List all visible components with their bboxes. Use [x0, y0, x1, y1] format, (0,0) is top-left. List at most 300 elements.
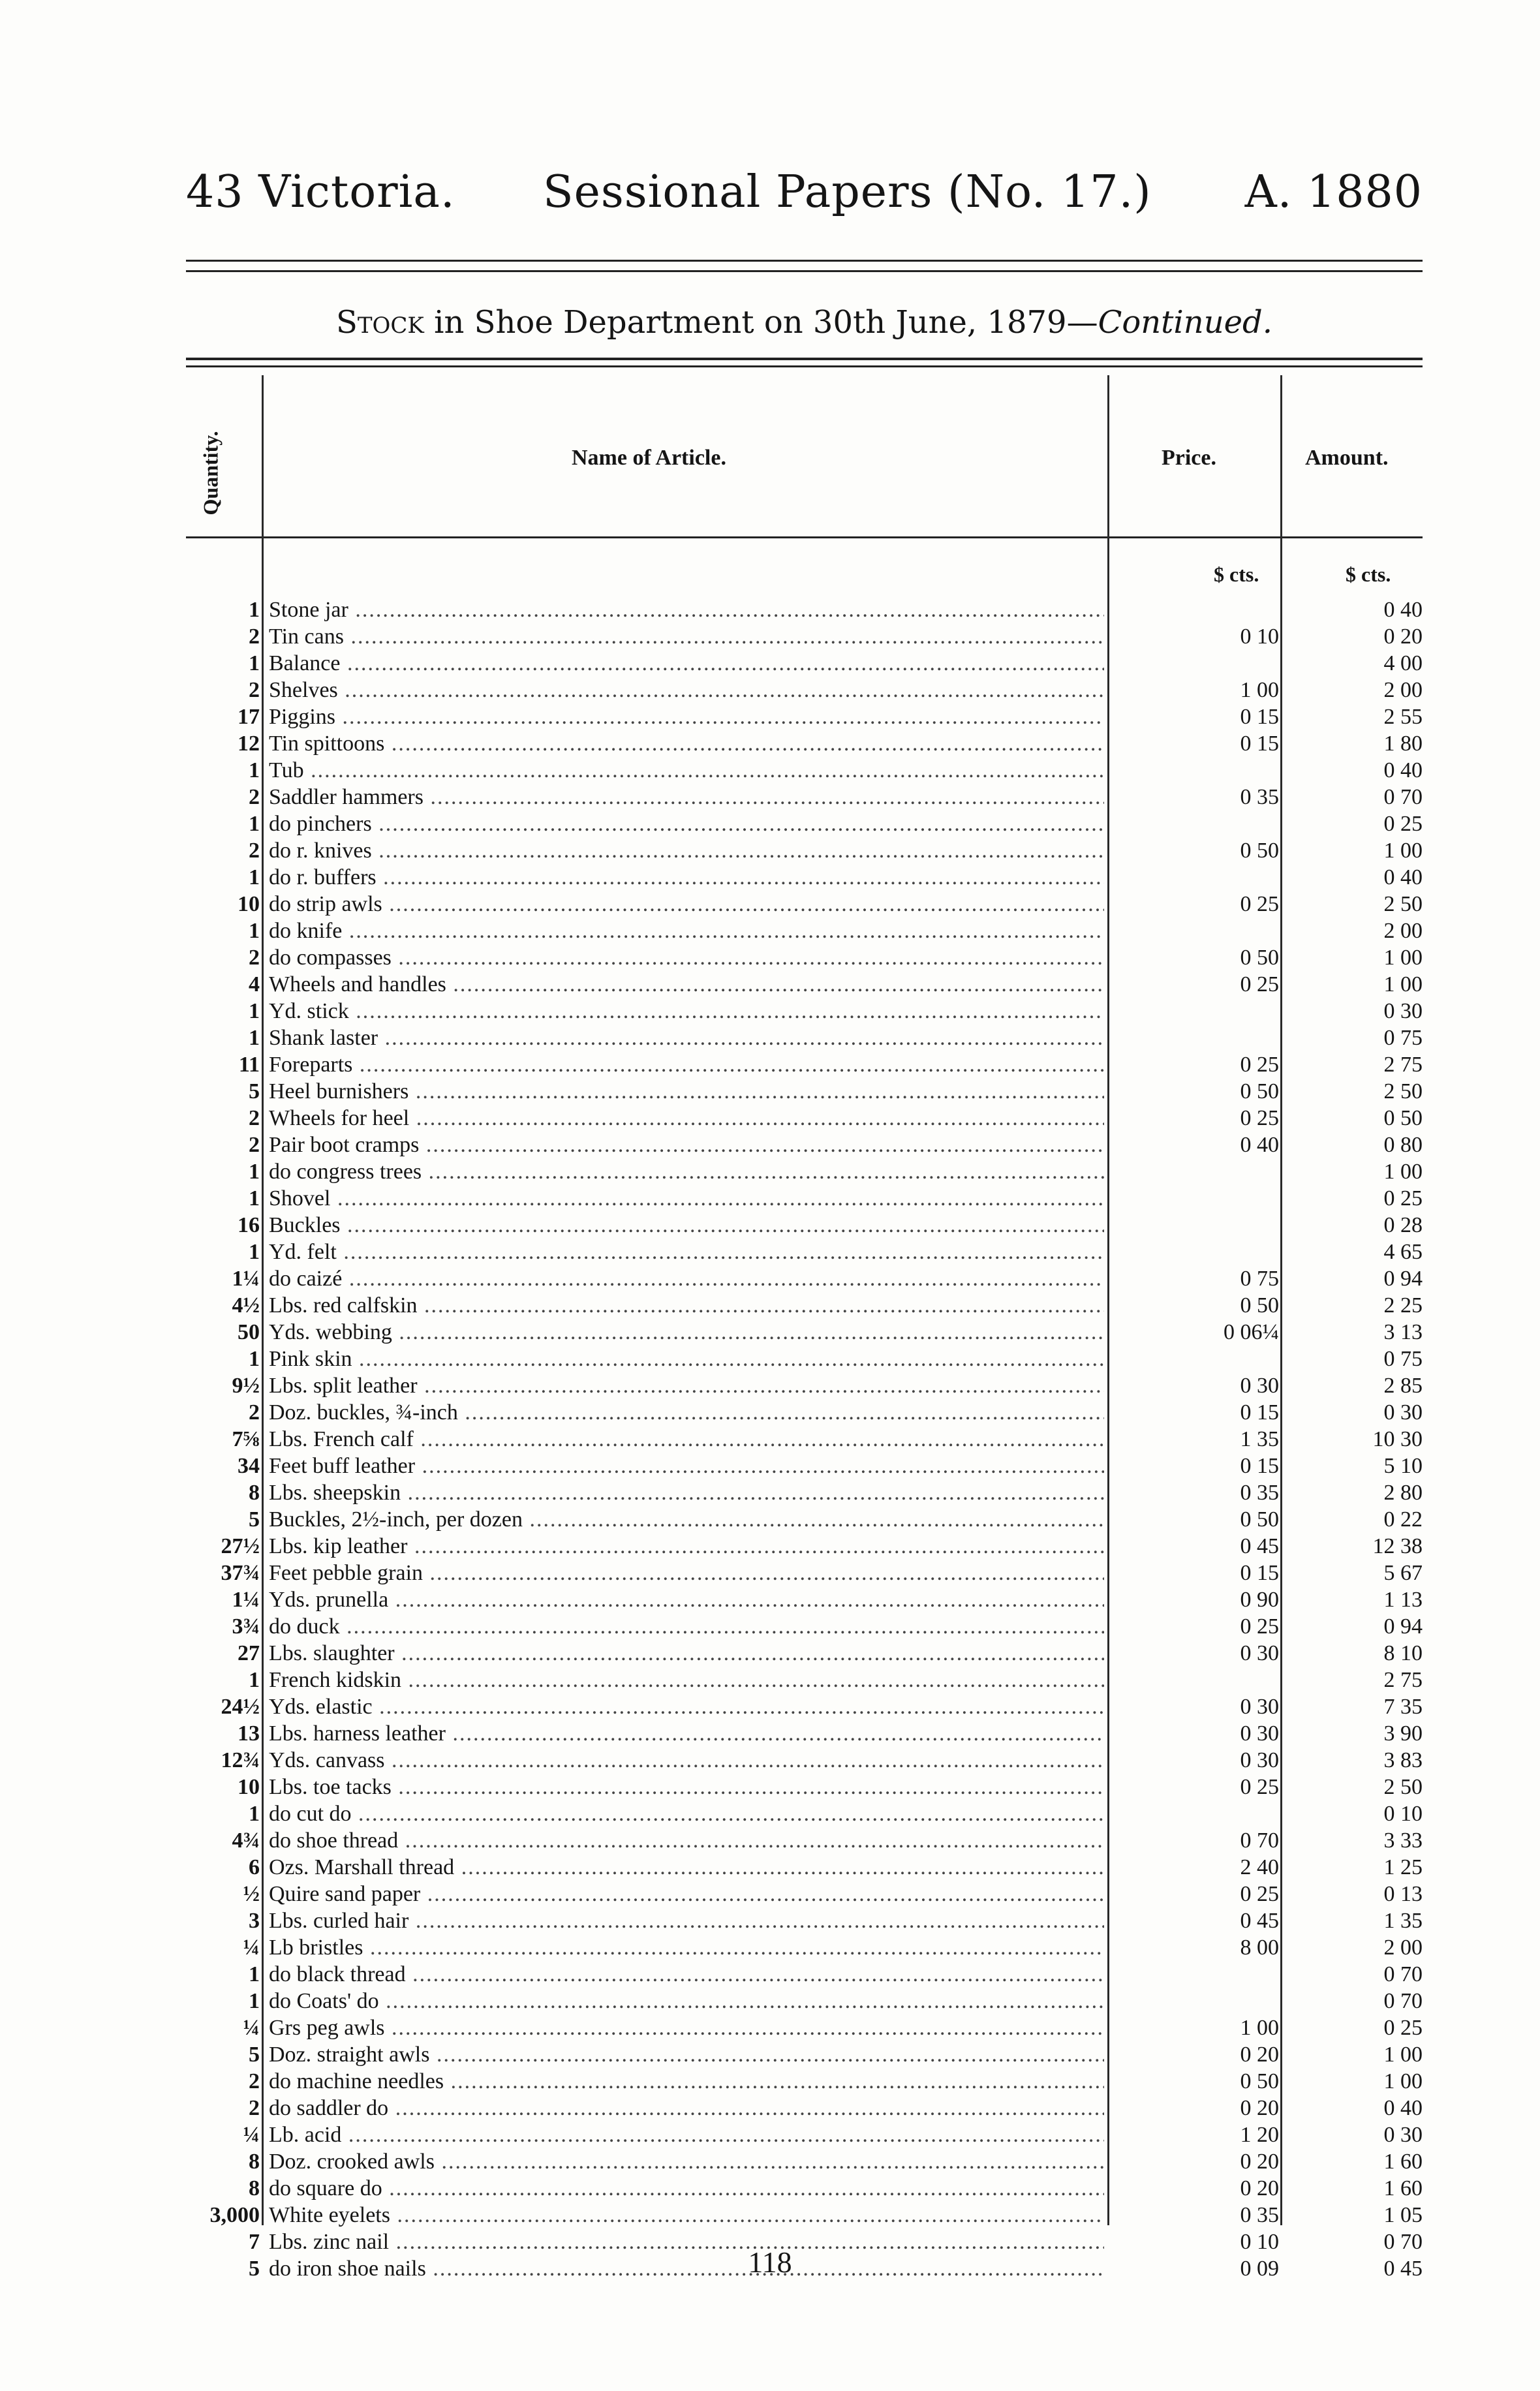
- row-quantity: 8: [249, 1481, 260, 1505]
- row-quantity: 1: [249, 1240, 260, 1264]
- row-quantity: 1: [249, 1962, 260, 1986]
- row-price: 0 50: [1240, 2069, 1279, 2093]
- row-article-name: Doz. straight awls .....: [269, 2043, 1104, 2067]
- row-amount: 0 25: [1383, 812, 1423, 836]
- table-row: [0, 756, 1540, 782]
- table-row: [0, 1960, 1540, 1986]
- row-article-name: Saddler hammers .....: [269, 785, 1104, 810]
- row-quantity: 13: [238, 1721, 260, 1746]
- row-amount: 12 38: [1372, 1534, 1423, 1558]
- row-quantity: 5: [249, 2257, 260, 2281]
- table-row: [0, 889, 1540, 916]
- row-price: 0 25: [1240, 1614, 1279, 1639]
- row-quantity: 11: [238, 1053, 260, 1077]
- row-amount: 2 75: [1383, 1668, 1423, 1692]
- row-price: 0 25: [1240, 892, 1279, 916]
- table-row: [0, 1986, 1540, 2013]
- row-quantity: 12: [238, 732, 260, 756]
- table-row: [0, 1344, 1540, 1371]
- row-quantity: 2: [249, 1400, 260, 1425]
- row-quantity: 8: [249, 2150, 260, 2174]
- header-volume: 43 Victoria.: [186, 166, 455, 218]
- table-row: [0, 1077, 1540, 1103]
- row-quantity: 1: [249, 999, 260, 1023]
- row-amount: 0 94: [1383, 1614, 1423, 1639]
- row-article-name: Feet pebble grain .....: [269, 1561, 1104, 1586]
- row-quantity: 2: [249, 839, 260, 863]
- row-article-name: Pair boot cramps .....: [269, 1133, 1104, 1158]
- table-row: [0, 1532, 1540, 1558]
- table-row: [0, 1478, 1540, 1505]
- row-amount: 1 35: [1383, 1909, 1423, 1933]
- table-row: [0, 1933, 1540, 1960]
- row-quantity: 5: [249, 1507, 260, 1532]
- table-row: [0, 916, 1540, 943]
- table-row: [0, 622, 1540, 649]
- row-quantity: ½: [243, 1882, 260, 1906]
- row-quantity: 6: [249, 1855, 260, 1879]
- row-article-name: Lbs. red calfskin .....: [269, 1293, 1104, 1318]
- row-article-name: Lb bristles .....: [269, 1936, 1104, 1960]
- row-amount: 0 70: [1383, 785, 1423, 809]
- row-article-name: do machine needles .....: [269, 2069, 1104, 2094]
- row-price: 0 30: [1240, 1641, 1279, 1665]
- row-quantity: 8: [249, 2176, 260, 2200]
- row-article-name: Lb. acid .....: [269, 2123, 1104, 2148]
- row-amount: 2 00: [1383, 678, 1423, 702]
- row-article-name: do square do .....: [269, 2176, 1104, 2201]
- table-row: [0, 1799, 1540, 1826]
- row-price: 0 35: [1240, 785, 1279, 809]
- row-quantity: 2: [249, 2096, 260, 2120]
- row-price: 0 15: [1240, 1400, 1279, 1425]
- row-quantity: 1: [249, 598, 260, 622]
- row-article-name: do congress trees .....: [269, 1160, 1104, 1184]
- row-price: 0 15: [1240, 1561, 1279, 1585]
- row-amount: 8 10: [1383, 1641, 1423, 1665]
- column-header-quantity: Quantity.: [198, 431, 223, 516]
- row-quantity: 34: [238, 1454, 260, 1478]
- row-article-name: Doz. crooked awls .....: [269, 2150, 1104, 2174]
- row-quantity: 2: [249, 946, 260, 970]
- row-amount: 1 00: [1383, 2043, 1423, 2067]
- row-article-name: Tin spittoons .....: [269, 732, 1104, 756]
- row-price: 0 25: [1240, 1106, 1279, 1130]
- row-amount: 0 40: [1383, 758, 1423, 782]
- table-row: [0, 1612, 1540, 1639]
- row-amount: 2 50: [1383, 892, 1423, 916]
- row-amount: 0 80: [1383, 1133, 1423, 1157]
- row-price: 0 15: [1240, 732, 1279, 756]
- row-article-name: Quire sand paper .....: [269, 1882, 1104, 1907]
- row-price: 0 45: [1240, 1909, 1279, 1933]
- row-quantity: 1: [249, 1989, 260, 2013]
- table-row: [0, 2040, 1540, 2067]
- row-quantity: 27: [238, 1641, 260, 1665]
- row-price: 8 00: [1240, 1936, 1279, 1960]
- table-title-main: in Shoe Department on 30th June, 1879—: [424, 304, 1098, 341]
- row-article-name: Yd. stick .....: [269, 999, 1104, 1024]
- row-amount: 5 67: [1383, 1561, 1423, 1585]
- row-article-name: Lbs. curled hair .....: [269, 1909, 1104, 1934]
- table-row: [0, 675, 1540, 702]
- row-amount: 3 33: [1383, 1828, 1423, 1853]
- row-amount: 2 50: [1383, 1079, 1423, 1103]
- row-article-name: Lbs. French calf .....: [269, 1427, 1104, 1452]
- row-quantity: 1¼: [232, 1267, 260, 1291]
- row-amount: 2 00: [1383, 1936, 1423, 1960]
- row-article-name: Buckles .....: [269, 1213, 1104, 1238]
- row-quantity: 1: [249, 865, 260, 889]
- row-article-name: Lbs. zinc nail .....: [269, 2230, 1104, 2255]
- row-price: 0 90: [1240, 1588, 1279, 1612]
- table-row: [0, 2174, 1540, 2200]
- row-amount: 2 75: [1383, 1053, 1423, 1077]
- table-row: [0, 836, 1540, 863]
- row-price: 0 15: [1240, 705, 1279, 729]
- column-header-amount: Amount.: [1305, 446, 1389, 470]
- row-price: 0 10: [1240, 2230, 1279, 2254]
- row-article-name: Stone jar .....: [269, 598, 1104, 623]
- row-quantity: 1: [249, 1160, 260, 1184]
- row-article-name: Wheels and handles .....: [269, 972, 1104, 997]
- row-amount: 0 13: [1383, 1882, 1423, 1906]
- table-row: [0, 1211, 1540, 1237]
- row-amount: 2 80: [1383, 1481, 1423, 1505]
- table-row: [0, 1505, 1540, 1532]
- table-row: [0, 1639, 1540, 1665]
- row-price: 0 70: [1240, 1828, 1279, 1853]
- row-quantity: 2: [249, 1106, 260, 1130]
- table-row: [0, 2093, 1540, 2120]
- row-quantity: 1: [249, 1802, 260, 1826]
- row-article-name: Yds. prunella .....: [269, 1588, 1104, 1612]
- row-article-name: Wheels for heel .....: [269, 1106, 1104, 1131]
- row-price: 0 40: [1240, 1133, 1279, 1157]
- row-article-name: do compasses .....: [269, 946, 1104, 970]
- table-row: [0, 1719, 1540, 1746]
- table-row: [0, 1451, 1540, 1478]
- stock-table-body: [0, 595, 1540, 2281]
- row-article-name: do knife .....: [269, 919, 1104, 944]
- column-header-rule: [186, 536, 1423, 538]
- table-row: [0, 2013, 1540, 2040]
- row-quantity: 1: [249, 1186, 260, 1211]
- row-quantity: 12¾: [221, 1748, 260, 1772]
- row-quantity: 7: [249, 2230, 260, 2254]
- row-amount: 2 55: [1383, 705, 1423, 729]
- table-row: [0, 1237, 1540, 1264]
- row-amount: 1 60: [1383, 2150, 1423, 2174]
- row-amount: 0 70: [1383, 1962, 1423, 1986]
- amount-units: $ cts.: [1346, 563, 1391, 586]
- row-quantity: 50: [238, 1320, 260, 1344]
- row-amount: 0 25: [1383, 1186, 1423, 1211]
- row-amount: 0 70: [1383, 1989, 1423, 2013]
- row-amount: 0 45: [1383, 2257, 1423, 2281]
- row-article-name: Buckles, 2½-inch, per dozen .....: [269, 1507, 1104, 1532]
- row-amount: 1 80: [1383, 732, 1423, 756]
- row-price: 0 50: [1240, 839, 1279, 863]
- row-price: 0 50: [1240, 1507, 1279, 1532]
- row-quantity: 3,000: [209, 2203, 260, 2227]
- table-row: [0, 809, 1540, 836]
- row-article-name: do iron shoe nails .....: [269, 2257, 1104, 2281]
- row-amount: 0 75: [1383, 1347, 1423, 1371]
- header-rule-bottom: [186, 270, 1423, 272]
- table-row: [0, 996, 1540, 1023]
- row-article-name: do shoe thread .....: [269, 1828, 1104, 1853]
- row-quantity: 1: [249, 1347, 260, 1371]
- table-row: [0, 1050, 1540, 1077]
- row-amount: 4 65: [1383, 1240, 1423, 1264]
- row-amount: 1 00: [1383, 2069, 1423, 2093]
- row-price: 0 50: [1240, 1293, 1279, 1318]
- row-price: 0 25: [1240, 1882, 1279, 1906]
- table-row: [0, 1853, 1540, 1879]
- row-amount: 0 30: [1383, 2123, 1423, 2147]
- row-price: 0 20: [1240, 2096, 1279, 2120]
- row-quantity: 1: [249, 812, 260, 836]
- row-price: 2 40: [1240, 1855, 1279, 1879]
- row-amount: 2 50: [1383, 1775, 1423, 1799]
- table-row: [0, 1692, 1540, 1719]
- row-article-name: Tub .....: [269, 758, 1104, 783]
- row-quantity: 17: [238, 705, 260, 729]
- row-amount: 0 75: [1383, 1026, 1423, 1050]
- row-price: 0 20: [1240, 2043, 1279, 2067]
- row-article-name: do cut do .....: [269, 1802, 1104, 1827]
- row-article-name: Lbs. toe tacks .....: [269, 1775, 1104, 1800]
- table-row: [0, 1371, 1540, 1398]
- row-amount: 0 40: [1383, 865, 1423, 889]
- row-amount: 1 25: [1383, 1855, 1423, 1879]
- table-row: [0, 2067, 1540, 2093]
- row-article-name: Shelves .....: [269, 678, 1104, 703]
- row-article-name: Ozs. Marshall thread .....: [269, 1855, 1104, 1880]
- row-quantity: ¼: [243, 1936, 260, 1960]
- row-amount: 1 00: [1383, 946, 1423, 970]
- row-article-name: Grs peg awls .....: [269, 2016, 1104, 2041]
- row-quantity: 2: [249, 1133, 260, 1157]
- table-row: [0, 1665, 1540, 1692]
- row-quantity: 27½: [221, 1534, 260, 1558]
- row-article-name: Feet buff leather .....: [269, 1454, 1104, 1479]
- row-quantity: 9½: [232, 1374, 260, 1398]
- row-article-name: Balance .....: [269, 651, 1104, 676]
- row-amount: 0 70: [1383, 2230, 1423, 2254]
- row-amount: 0 30: [1383, 1400, 1423, 1425]
- row-amount: 0 28: [1383, 1213, 1423, 1237]
- header-year: A. 1880: [1244, 166, 1423, 218]
- row-article-name: Pink skin .....: [269, 1347, 1104, 1372]
- table-row: [0, 1023, 1540, 1050]
- row-amount: 4 00: [1383, 651, 1423, 675]
- row-article-name: Yds. elastic .....: [269, 1695, 1104, 1720]
- row-amount: 0 40: [1383, 598, 1423, 622]
- row-amount: 3 90: [1383, 1721, 1423, 1746]
- table-row: [0, 1906, 1540, 1933]
- row-price: 0 75: [1240, 1267, 1279, 1291]
- row-quantity: 1¼: [232, 1588, 260, 1612]
- row-quantity: 2: [249, 625, 260, 649]
- row-price: 0 50: [1240, 946, 1279, 970]
- row-amount: 1 13: [1383, 1588, 1423, 1612]
- row-amount: 0 94: [1383, 1267, 1423, 1291]
- row-amount: 0 20: [1383, 625, 1423, 649]
- row-quantity: 2: [249, 678, 260, 702]
- row-amount: 7 35: [1383, 1695, 1423, 1719]
- table-row: [0, 1157, 1540, 1184]
- table-title: [186, 304, 1423, 341]
- row-quantity: 5: [249, 2043, 260, 2067]
- row-amount: 10 30: [1372, 1427, 1423, 1451]
- row-quantity: 10: [238, 892, 260, 916]
- row-amount: 3 13: [1383, 1320, 1423, 1344]
- row-price: 0 30: [1240, 1374, 1279, 1398]
- row-quantity: 3: [249, 1909, 260, 1933]
- table-row: [0, 649, 1540, 675]
- row-price: 0 25: [1240, 1053, 1279, 1077]
- row-quantity: 4½: [232, 1293, 260, 1318]
- row-article-name: Foreparts .....: [269, 1053, 1104, 1077]
- row-quantity: 37¾: [221, 1561, 260, 1585]
- row-quantity: 4¾: [232, 1828, 260, 1853]
- row-amount: 0 25: [1383, 2016, 1423, 2040]
- row-price: 1 20: [1240, 2123, 1279, 2147]
- row-price: 0 30: [1240, 1721, 1279, 1746]
- row-article-name: Yds. canvass .....: [269, 1748, 1104, 1773]
- table-row: [0, 1130, 1540, 1157]
- row-amount: 0 40: [1383, 2096, 1423, 2120]
- row-article-name: Tin cans .....: [269, 625, 1104, 649]
- row-price: 0 06¼: [1224, 1320, 1279, 1344]
- row-quantity: 1: [249, 1026, 260, 1050]
- row-amount: 2 25: [1383, 1293, 1423, 1318]
- row-amount: 1 05: [1383, 2203, 1423, 2227]
- row-article-name: do saddler do .....: [269, 2096, 1104, 2121]
- row-quantity: ¼: [243, 2123, 260, 2147]
- row-amount: 0 10: [1383, 1802, 1423, 1826]
- row-article-name: Yd. felt .....: [269, 1240, 1104, 1265]
- row-quantity: 3¾: [232, 1614, 260, 1639]
- row-article-name: Lbs. sheepskin .....: [269, 1481, 1104, 1505]
- row-amount: 0 50: [1383, 1106, 1423, 1130]
- row-price: 0 20: [1240, 2150, 1279, 2174]
- row-amount: 2 85: [1383, 1374, 1423, 1398]
- table-row: [0, 2147, 1540, 2174]
- row-amount: 0 22: [1383, 1507, 1423, 1532]
- row-price: 1 00: [1240, 2016, 1279, 2040]
- row-quantity: 10: [238, 1775, 260, 1799]
- row-quantity: 1: [249, 758, 260, 782]
- table-row: [0, 1398, 1540, 1425]
- row-price: 1 00: [1240, 678, 1279, 702]
- table-row: [0, 863, 1540, 889]
- row-price: 0 30: [1240, 1748, 1279, 1772]
- row-quantity: 4: [249, 972, 260, 996]
- row-article-name: do caizé .....: [269, 1267, 1104, 1291]
- table-row: [0, 729, 1540, 756]
- row-article-name: Piggins .....: [269, 705, 1104, 730]
- row-article-name: do black thread .....: [269, 1962, 1104, 1987]
- row-article-name: do Coats' do .....: [269, 1989, 1104, 2014]
- table-row: [0, 1264, 1540, 1291]
- row-article-name: Lbs. slaughter .....: [269, 1641, 1104, 1666]
- row-amount: 0 30: [1383, 999, 1423, 1023]
- row-price: 0 35: [1240, 1481, 1279, 1505]
- row-amount: 2 00: [1383, 919, 1423, 943]
- row-quantity: ¼: [243, 2016, 260, 2040]
- row-article-name: French kidskin .....: [269, 1668, 1104, 1693]
- row-price: 0 15: [1240, 1454, 1279, 1478]
- table-rule-top-2: [186, 365, 1423, 367]
- row-amount: 1 60: [1383, 2176, 1423, 2200]
- row-article-name: White eyelets .....: [269, 2203, 1104, 2228]
- page-number: 118: [748, 2245, 792, 2279]
- row-article-name: Shovel .....: [269, 1186, 1104, 1211]
- table-row: [0, 1318, 1540, 1344]
- row-price: 0 25: [1240, 1775, 1279, 1799]
- table-row: [0, 782, 1540, 809]
- row-amount: 1 00: [1383, 839, 1423, 863]
- row-quantity: 1: [249, 1668, 260, 1692]
- table-row: [0, 1585, 1540, 1612]
- row-price: 0 30: [1240, 1695, 1279, 1719]
- table-row: [0, 702, 1540, 729]
- row-quantity: 5: [249, 1079, 260, 1103]
- price-units: $ cts.: [1214, 563, 1259, 586]
- row-article-name: Yds. webbing .....: [269, 1320, 1104, 1345]
- row-amount: 5 10: [1383, 1454, 1423, 1478]
- header-series: Sessional Papers (No. 17.): [543, 166, 1152, 218]
- row-price: 0 50: [1240, 1079, 1279, 1103]
- header-rule-top: [186, 260, 1423, 262]
- row-quantity: 16: [238, 1213, 260, 1237]
- table-row: [0, 2200, 1540, 2227]
- row-quantity: 2: [249, 2069, 260, 2093]
- row-article-name: Lbs. split leather .....: [269, 1374, 1104, 1398]
- column-header-name: Name of Article.: [572, 446, 726, 470]
- row-price: 0 09: [1240, 2257, 1279, 2281]
- row-article-name: do strip awls .....: [269, 892, 1104, 917]
- table-row: [0, 1826, 1540, 1853]
- row-article-name: Shank laster .....: [269, 1026, 1104, 1051]
- table-rule-top-1: [186, 358, 1423, 360]
- table-title-prefix: Stock: [335, 304, 424, 341]
- row-amount: 3 83: [1383, 1748, 1423, 1772]
- table-row: [0, 970, 1540, 996]
- row-quantity: 1: [249, 919, 260, 943]
- row-quantity: 1: [249, 651, 260, 675]
- row-price: 0 10: [1240, 625, 1279, 649]
- table-row: [0, 1425, 1540, 1451]
- row-price: 1 35: [1240, 1427, 1279, 1451]
- row-quantity: 7⅝: [232, 1427, 260, 1451]
- page-header: [186, 166, 1423, 238]
- row-amount: 1 00: [1383, 1160, 1423, 1184]
- row-article-name: do pinchers .....: [269, 812, 1104, 837]
- table-row: [0, 1879, 1540, 1906]
- row-article-name: Doz. buckles, ¾-inch .....: [269, 1400, 1104, 1425]
- row-article-name: do r. buffers .....: [269, 865, 1104, 890]
- row-article-name: Lbs. kip leather .....: [269, 1534, 1104, 1559]
- row-amount: 1 00: [1383, 972, 1423, 996]
- table-row: [0, 1103, 1540, 1130]
- row-price: 0 35: [1240, 2203, 1279, 2227]
- table-row: [0, 2120, 1540, 2147]
- row-quantity: 24½: [221, 1695, 260, 1719]
